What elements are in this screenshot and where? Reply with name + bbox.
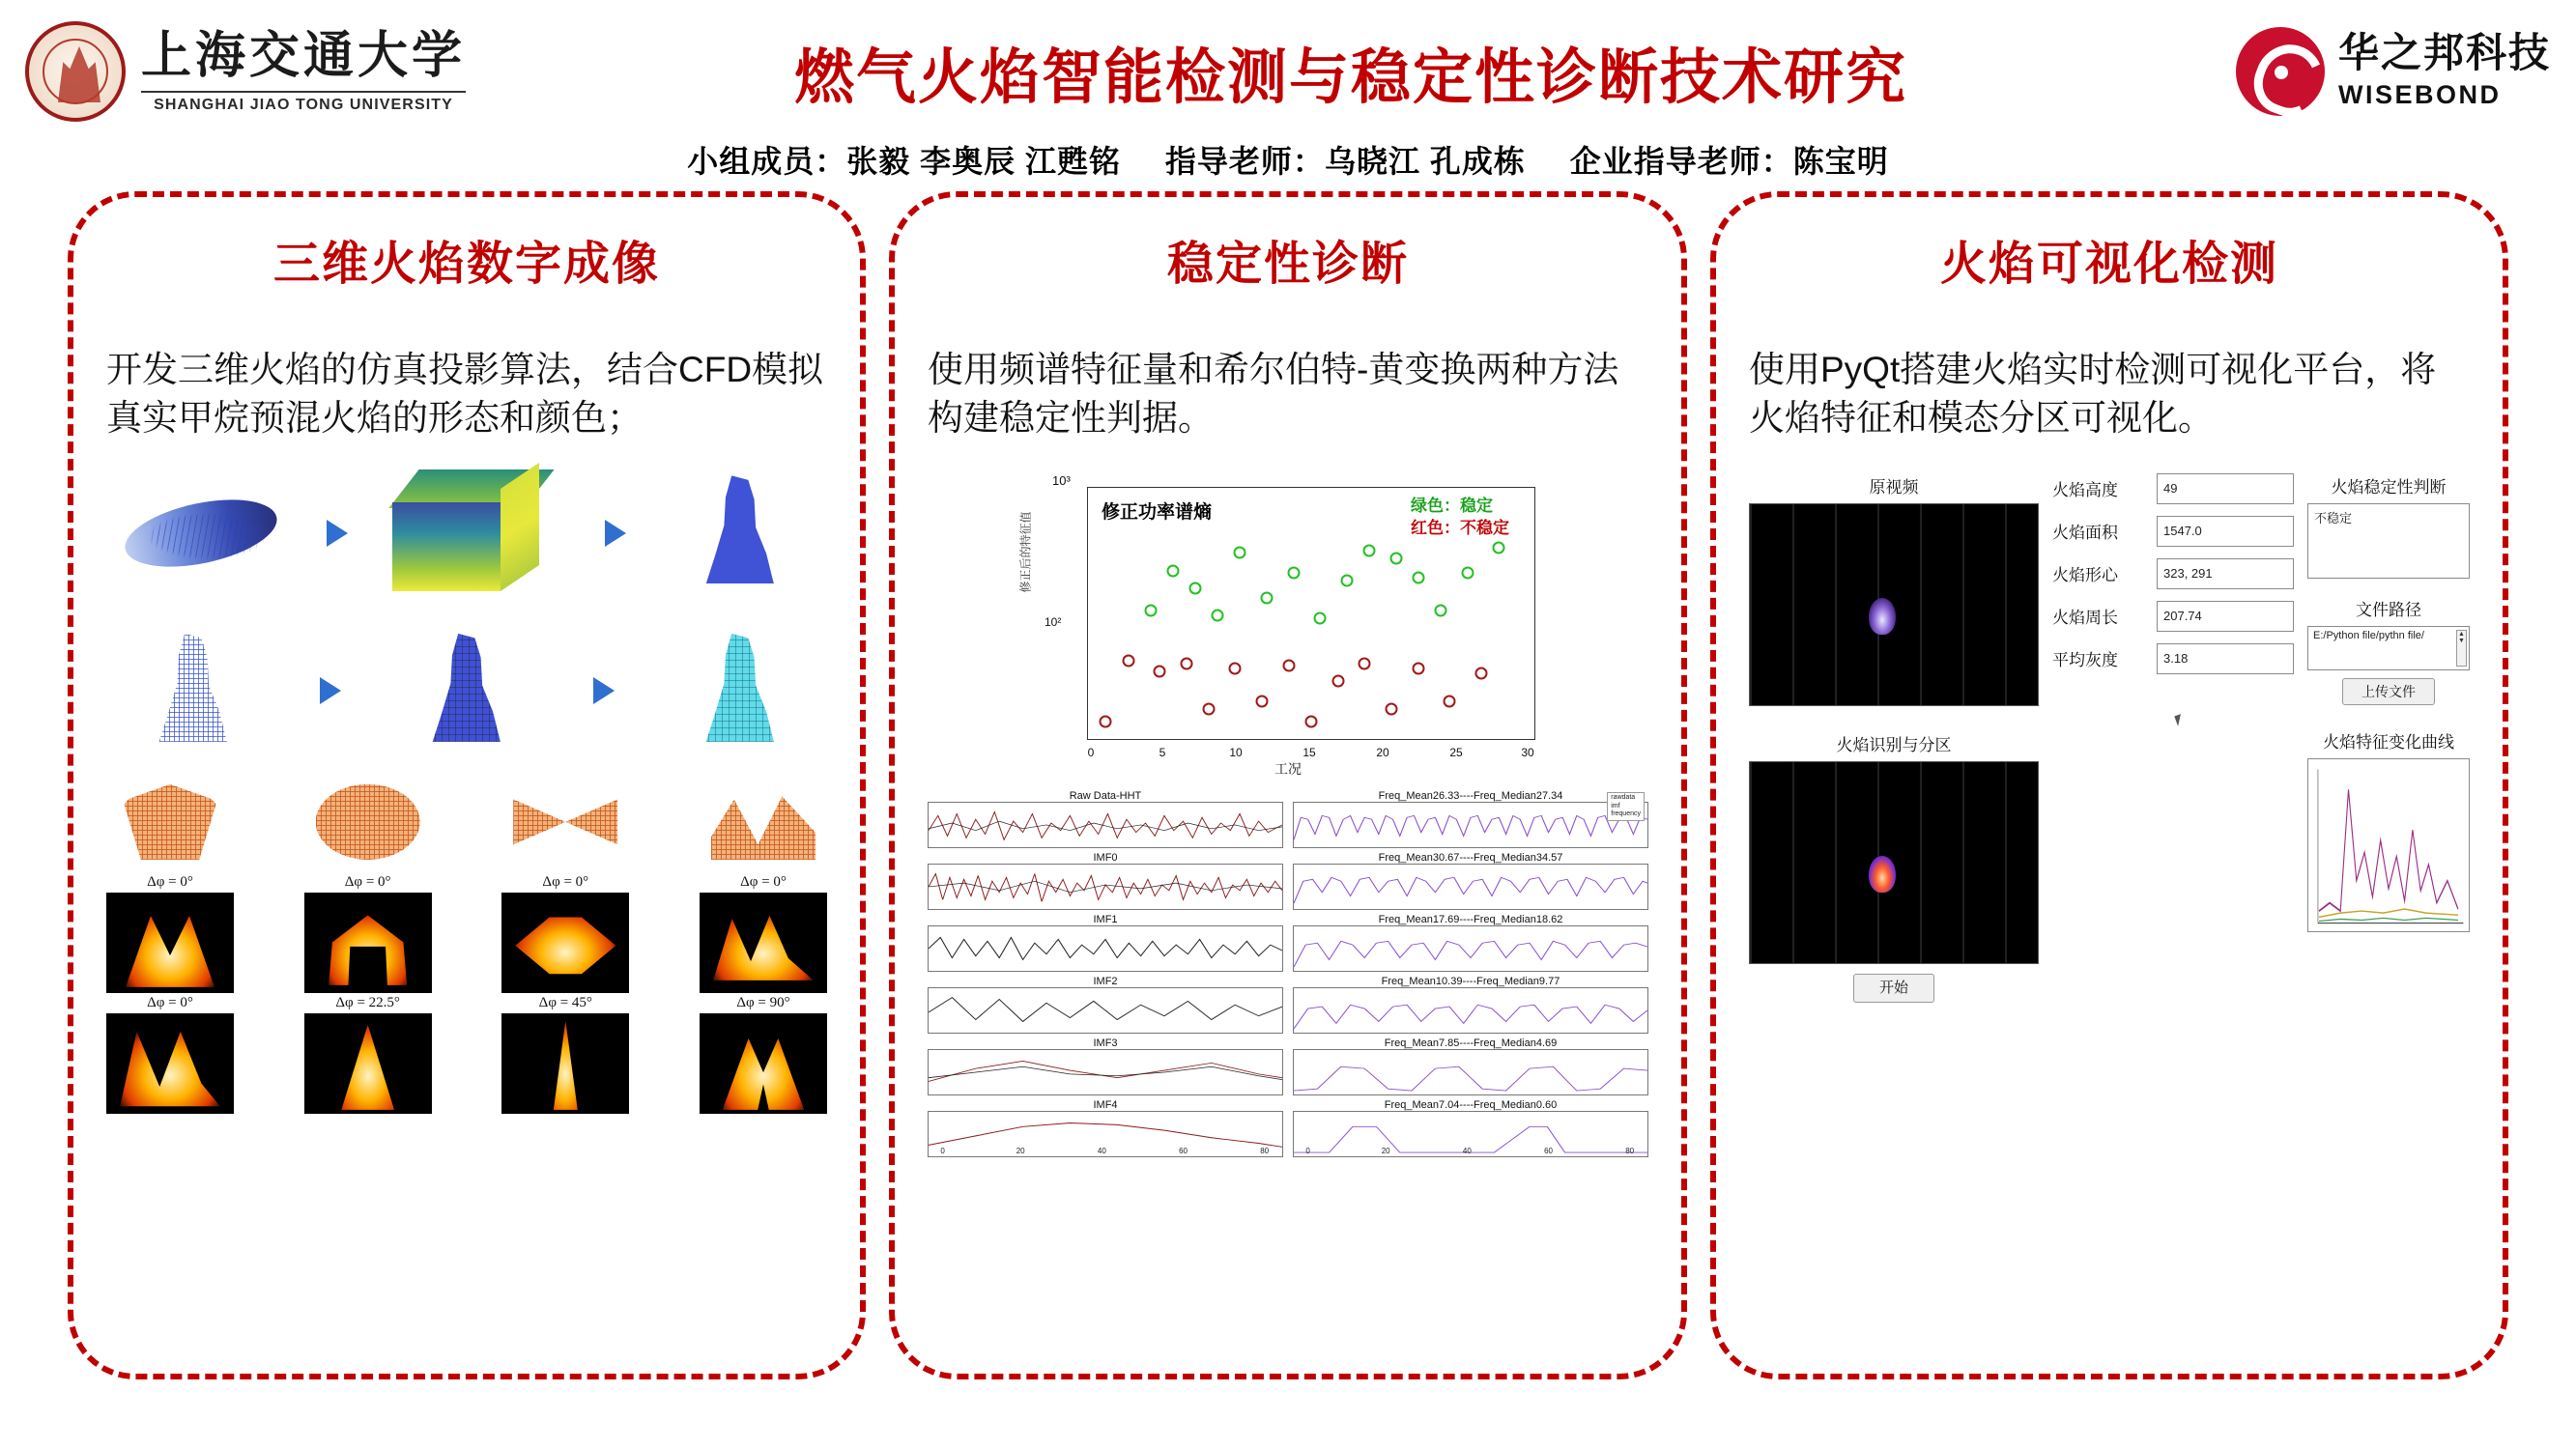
wisebond-logo bbox=[2236, 27, 2551, 116]
company-name-zh: 华之邦科技 bbox=[2337, 31, 2551, 76]
field-mean-gray bbox=[2052, 643, 2294, 674]
arrow-right-icon bbox=[320, 677, 341, 704]
hht-freq-plot bbox=[1293, 925, 1648, 972]
company-name-en: WISEBOND bbox=[2337, 79, 2502, 109]
hht-plot bbox=[928, 864, 1283, 910]
stability-title: 火焰稳定性判断 bbox=[2331, 477, 2447, 497]
panel-3d-flame-imaging bbox=[68, 191, 866, 1379]
field-label: 火焰面积 bbox=[2052, 524, 2118, 543]
field-label: 火焰形心 bbox=[2052, 566, 2118, 585]
chart-legend bbox=[1411, 496, 1509, 540]
surface-row bbox=[106, 772, 827, 872]
hht-caption: IMF4 bbox=[928, 1099, 1283, 1111]
legend-stable: 绿色：稳定 bbox=[1411, 496, 1493, 515]
phase-label: Δφ = 0° bbox=[147, 873, 193, 890]
hht-left-column bbox=[928, 790, 1283, 1157]
flame-image bbox=[700, 893, 827, 993]
x-tick: 80 bbox=[1625, 1146, 1635, 1155]
figure-flame-wireframe bbox=[106, 616, 280, 766]
file-path-input[interactable] bbox=[2307, 626, 2470, 670]
phase-label: Δφ = 0° bbox=[542, 873, 589, 890]
panel-2-figures bbox=[928, 456, 1648, 1356]
panel-flame-visualization bbox=[1710, 191, 2508, 1379]
arrow-right-icon bbox=[593, 677, 615, 704]
gui-features-column bbox=[2052, 473, 2294, 1003]
x-tick: 80 bbox=[1260, 1146, 1270, 1155]
hht-freq-plot bbox=[1293, 802, 1648, 848]
scatter-plot-area bbox=[1087, 487, 1535, 740]
advisor-value: 乌晓江 孔成栋 bbox=[1324, 144, 1526, 179]
x-axis-tick: 10 bbox=[1229, 745, 1243, 759]
hht-caption: Freq_Mean10.39----Freq_Median9.77 bbox=[1293, 976, 1648, 987]
figure-cfd-cube bbox=[375, 456, 578, 611]
hht-caption: Freq_Mean7.85----Freq_Median4.69 bbox=[1293, 1037, 1648, 1049]
figure-projected-flame-blue bbox=[653, 458, 827, 608]
panel-3-figures bbox=[1749, 456, 2470, 1356]
hht-caption: Freq_Mean17.69----Freq_Median18.62 bbox=[1293, 914, 1648, 925]
sjtu-seal-icon bbox=[25, 21, 126, 122]
field-flame-height bbox=[2052, 473, 2294, 504]
field-flame-perimeter bbox=[2052, 601, 2294, 632]
phase-labels-row-1 bbox=[106, 872, 827, 891]
university-name-en: SHANGHAI JIAO TONG UNIVERSITY bbox=[141, 91, 466, 114]
x-tick: 60 bbox=[1179, 1146, 1188, 1155]
hht-plot bbox=[928, 925, 1283, 972]
flame-image bbox=[106, 893, 234, 993]
flame-image bbox=[106, 1013, 234, 1114]
x-tick: 60 bbox=[1544, 1146, 1553, 1155]
chart-power-spectral-entropy bbox=[1018, 466, 1549, 784]
x-axis-tick: 15 bbox=[1302, 745, 1316, 759]
y-axis-top-tick: 10³ bbox=[1052, 472, 1071, 488]
upload-file-button[interactable]: 上传文件 bbox=[2342, 678, 2435, 705]
company-advisor-label: 企业指导老师： bbox=[1569, 144, 1793, 179]
hht-freq-plot bbox=[1293, 1049, 1648, 1095]
figure-flame-surface-mesh bbox=[653, 616, 827, 766]
phase-label: Δφ = 45° bbox=[538, 994, 592, 1010]
phase-label: Δφ = 22.5° bbox=[335, 994, 400, 1010]
panel-1-body: 开发三维火焰的仿真投影算法，结合CFD模拟真实甲烷预混火焰的形态和颜色； bbox=[106, 350, 824, 438]
hht-right-column bbox=[1293, 790, 1648, 1157]
curve-title: 火焰特征变化曲线 bbox=[2323, 732, 2454, 752]
company-advisor-value: 陈宝明 bbox=[1792, 144, 1889, 179]
arrow-right-icon bbox=[605, 520, 626, 547]
hht-caption: Freq_Mean30.67----Freq_Median34.57 bbox=[1293, 852, 1648, 864]
x-axis-tick: 30 bbox=[1521, 745, 1534, 759]
flame-image-row-2 bbox=[106, 1013, 827, 1114]
panel-1-figures bbox=[106, 456, 827, 1356]
hht-caption: Raw Data-HHT bbox=[928, 790, 1283, 802]
wisebond-mark-icon bbox=[2236, 27, 2325, 116]
field-label: 平均灰度 bbox=[2052, 651, 2118, 670]
x-tick: 0 bbox=[1305, 1146, 1310, 1155]
hht-freq-plot bbox=[1293, 1111, 1648, 1157]
phase-label: Δφ = 90° bbox=[736, 994, 790, 1010]
figure-surface-2 bbox=[304, 772, 432, 872]
gui-results-column bbox=[2307, 473, 2470, 1003]
hht-freq-plot bbox=[1293, 987, 1648, 1034]
members-label: 小组成员： bbox=[687, 144, 847, 179]
x-tick: 20 bbox=[1016, 1146, 1025, 1155]
field-value[interactable]: 49 bbox=[2157, 473, 2294, 504]
figure-surface-1 bbox=[106, 772, 234, 872]
arrow-right-icon bbox=[327, 520, 348, 547]
figure-cylinder-streamlines bbox=[106, 461, 300, 606]
path-title: 文件路径 bbox=[2356, 600, 2421, 619]
panel-stability-diagnosis bbox=[889, 191, 1687, 1379]
hht-legend bbox=[1607, 792, 1645, 821]
hht-caption: IMF2 bbox=[928, 976, 1283, 987]
flame-image bbox=[700, 1013, 827, 1114]
panel-3-body: 使用PyQt搭建火焰实时检测可视化平台，将火焰特征和模态分区可视化。 bbox=[1749, 350, 2437, 438]
hht-caption: IMF1 bbox=[928, 914, 1283, 925]
field-value[interactable]: 323, 291 bbox=[2157, 558, 2294, 589]
figure-surface-4 bbox=[700, 772, 827, 872]
y-axis-label: 修正后的特征值 bbox=[1018, 511, 1033, 593]
hht-freq-plot bbox=[1293, 864, 1648, 910]
hht-plot bbox=[928, 1111, 1283, 1157]
gui-top-row bbox=[1749, 473, 2470, 1003]
flame-image bbox=[304, 893, 432, 993]
field-value[interactable]: 1547.0 bbox=[2157, 516, 2294, 547]
page-title: 燃气火焰智能检测与稳定性诊断技术研究 bbox=[793, 43, 1907, 111]
phase-labels-row-2 bbox=[106, 993, 827, 1011]
x-tick: 20 bbox=[1381, 1146, 1390, 1155]
hht-plot bbox=[928, 802, 1283, 848]
pipeline-row-1 bbox=[106, 456, 827, 611]
segmentation-caption: 火焰识别与分区 bbox=[1836, 735, 1952, 754]
field-flame-area bbox=[2052, 516, 2294, 547]
field-flame-centroid bbox=[2052, 558, 2294, 589]
legend-item: rawdata bbox=[1611, 793, 1636, 801]
gui-video-column bbox=[1749, 473, 2039, 1003]
stability-result-box: 不稳定 bbox=[2307, 503, 2470, 579]
pyqt-gui-screenshot bbox=[1749, 473, 2470, 1003]
authors-line bbox=[0, 137, 2576, 182]
members-value: 张毅 李奥辰 江甦铭 bbox=[846, 144, 1122, 179]
hht-caption: IMF0 bbox=[928, 852, 1283, 864]
legend-unstable: 红色：不稳定 bbox=[1411, 518, 1509, 537]
figure-flame-pointcloud bbox=[380, 616, 554, 766]
y-axis-tick: 10² bbox=[1045, 614, 1062, 629]
raw-video-view[interactable] bbox=[1749, 503, 2039, 706]
university-name-zh: 上海交通大学 bbox=[141, 29, 467, 85]
phase-label: Δφ = 0° bbox=[740, 873, 787, 890]
panel-2-body: 使用频谱特征量和希尔伯特-黄变换两种方法构建稳定性判据。 bbox=[928, 350, 1619, 438]
x-tick: 40 bbox=[1462, 1146, 1472, 1155]
hht-plot bbox=[928, 987, 1283, 1034]
flame-image bbox=[501, 1013, 629, 1114]
field-label: 火焰周长 bbox=[2052, 609, 2118, 628]
start-button[interactable]: 开始 bbox=[1853, 974, 1934, 1003]
hht-figure-grid bbox=[928, 790, 1648, 1157]
x-axis-tick: 20 bbox=[1376, 745, 1389, 759]
panels-container bbox=[0, 191, 2576, 1379]
file-path-value: E:/Python file/pythn file/ bbox=[2313, 629, 2424, 641]
mouse-cursor-icon bbox=[2174, 714, 2184, 726]
flame-image-row-1 bbox=[106, 893, 827, 993]
sjtu-logo bbox=[25, 21, 466, 122]
figure-surface-3 bbox=[501, 772, 629, 872]
x-tick: 0 bbox=[940, 1146, 945, 1155]
field-label: 火焰高度 bbox=[2052, 481, 2118, 500]
field-value[interactable]: 3.18 bbox=[2157, 643, 2294, 674]
chart-title: 修正功率谱熵 bbox=[1102, 501, 1213, 523]
phase-label: Δφ = 0° bbox=[147, 994, 193, 1010]
x-axis-tick: 5 bbox=[1159, 745, 1166, 759]
pipeline-row-2 bbox=[106, 616, 827, 766]
field-value[interactable]: 207.74 bbox=[2157, 601, 2294, 632]
legend-item: frequency bbox=[1611, 810, 1641, 818]
x-tick: 40 bbox=[1097, 1146, 1106, 1155]
hht-caption: IMF3 bbox=[928, 1037, 1283, 1049]
hht-plot bbox=[928, 1049, 1283, 1095]
hht-caption: Freq_Mean7.04----Freq_Median0.60 bbox=[1293, 1099, 1648, 1111]
spinner-arrows-icon[interactable]: ▲ ▼ bbox=[2456, 630, 2467, 667]
panel-3-title: 火焰可视化检测 bbox=[1939, 239, 2278, 290]
panel-1-title: 三维火焰数字成像 bbox=[272, 239, 660, 290]
poster-header bbox=[0, 0, 2576, 143]
flame-image bbox=[304, 1013, 432, 1114]
advisor-label: 指导老师： bbox=[1164, 144, 1325, 179]
segmented-video-view[interactable] bbox=[1749, 761, 2039, 964]
phase-label: Δφ = 0° bbox=[344, 873, 391, 890]
x-axis-tick: 0 bbox=[1087, 745, 1095, 759]
panel-2-title: 稳定性诊断 bbox=[1166, 239, 1409, 290]
hht-caption: Freq_Mean26.33----Freq_Median27.34 bbox=[1293, 790, 1648, 802]
flame-image bbox=[501, 893, 629, 993]
feature-curve-plot bbox=[2307, 758, 2470, 932]
x-axis-tick: 25 bbox=[1449, 745, 1463, 759]
video-caption: 原视频 bbox=[1869, 477, 1919, 497]
legend-item: imf bbox=[1611, 802, 1620, 810]
x-axis-label: 工况 bbox=[1274, 760, 1302, 777]
